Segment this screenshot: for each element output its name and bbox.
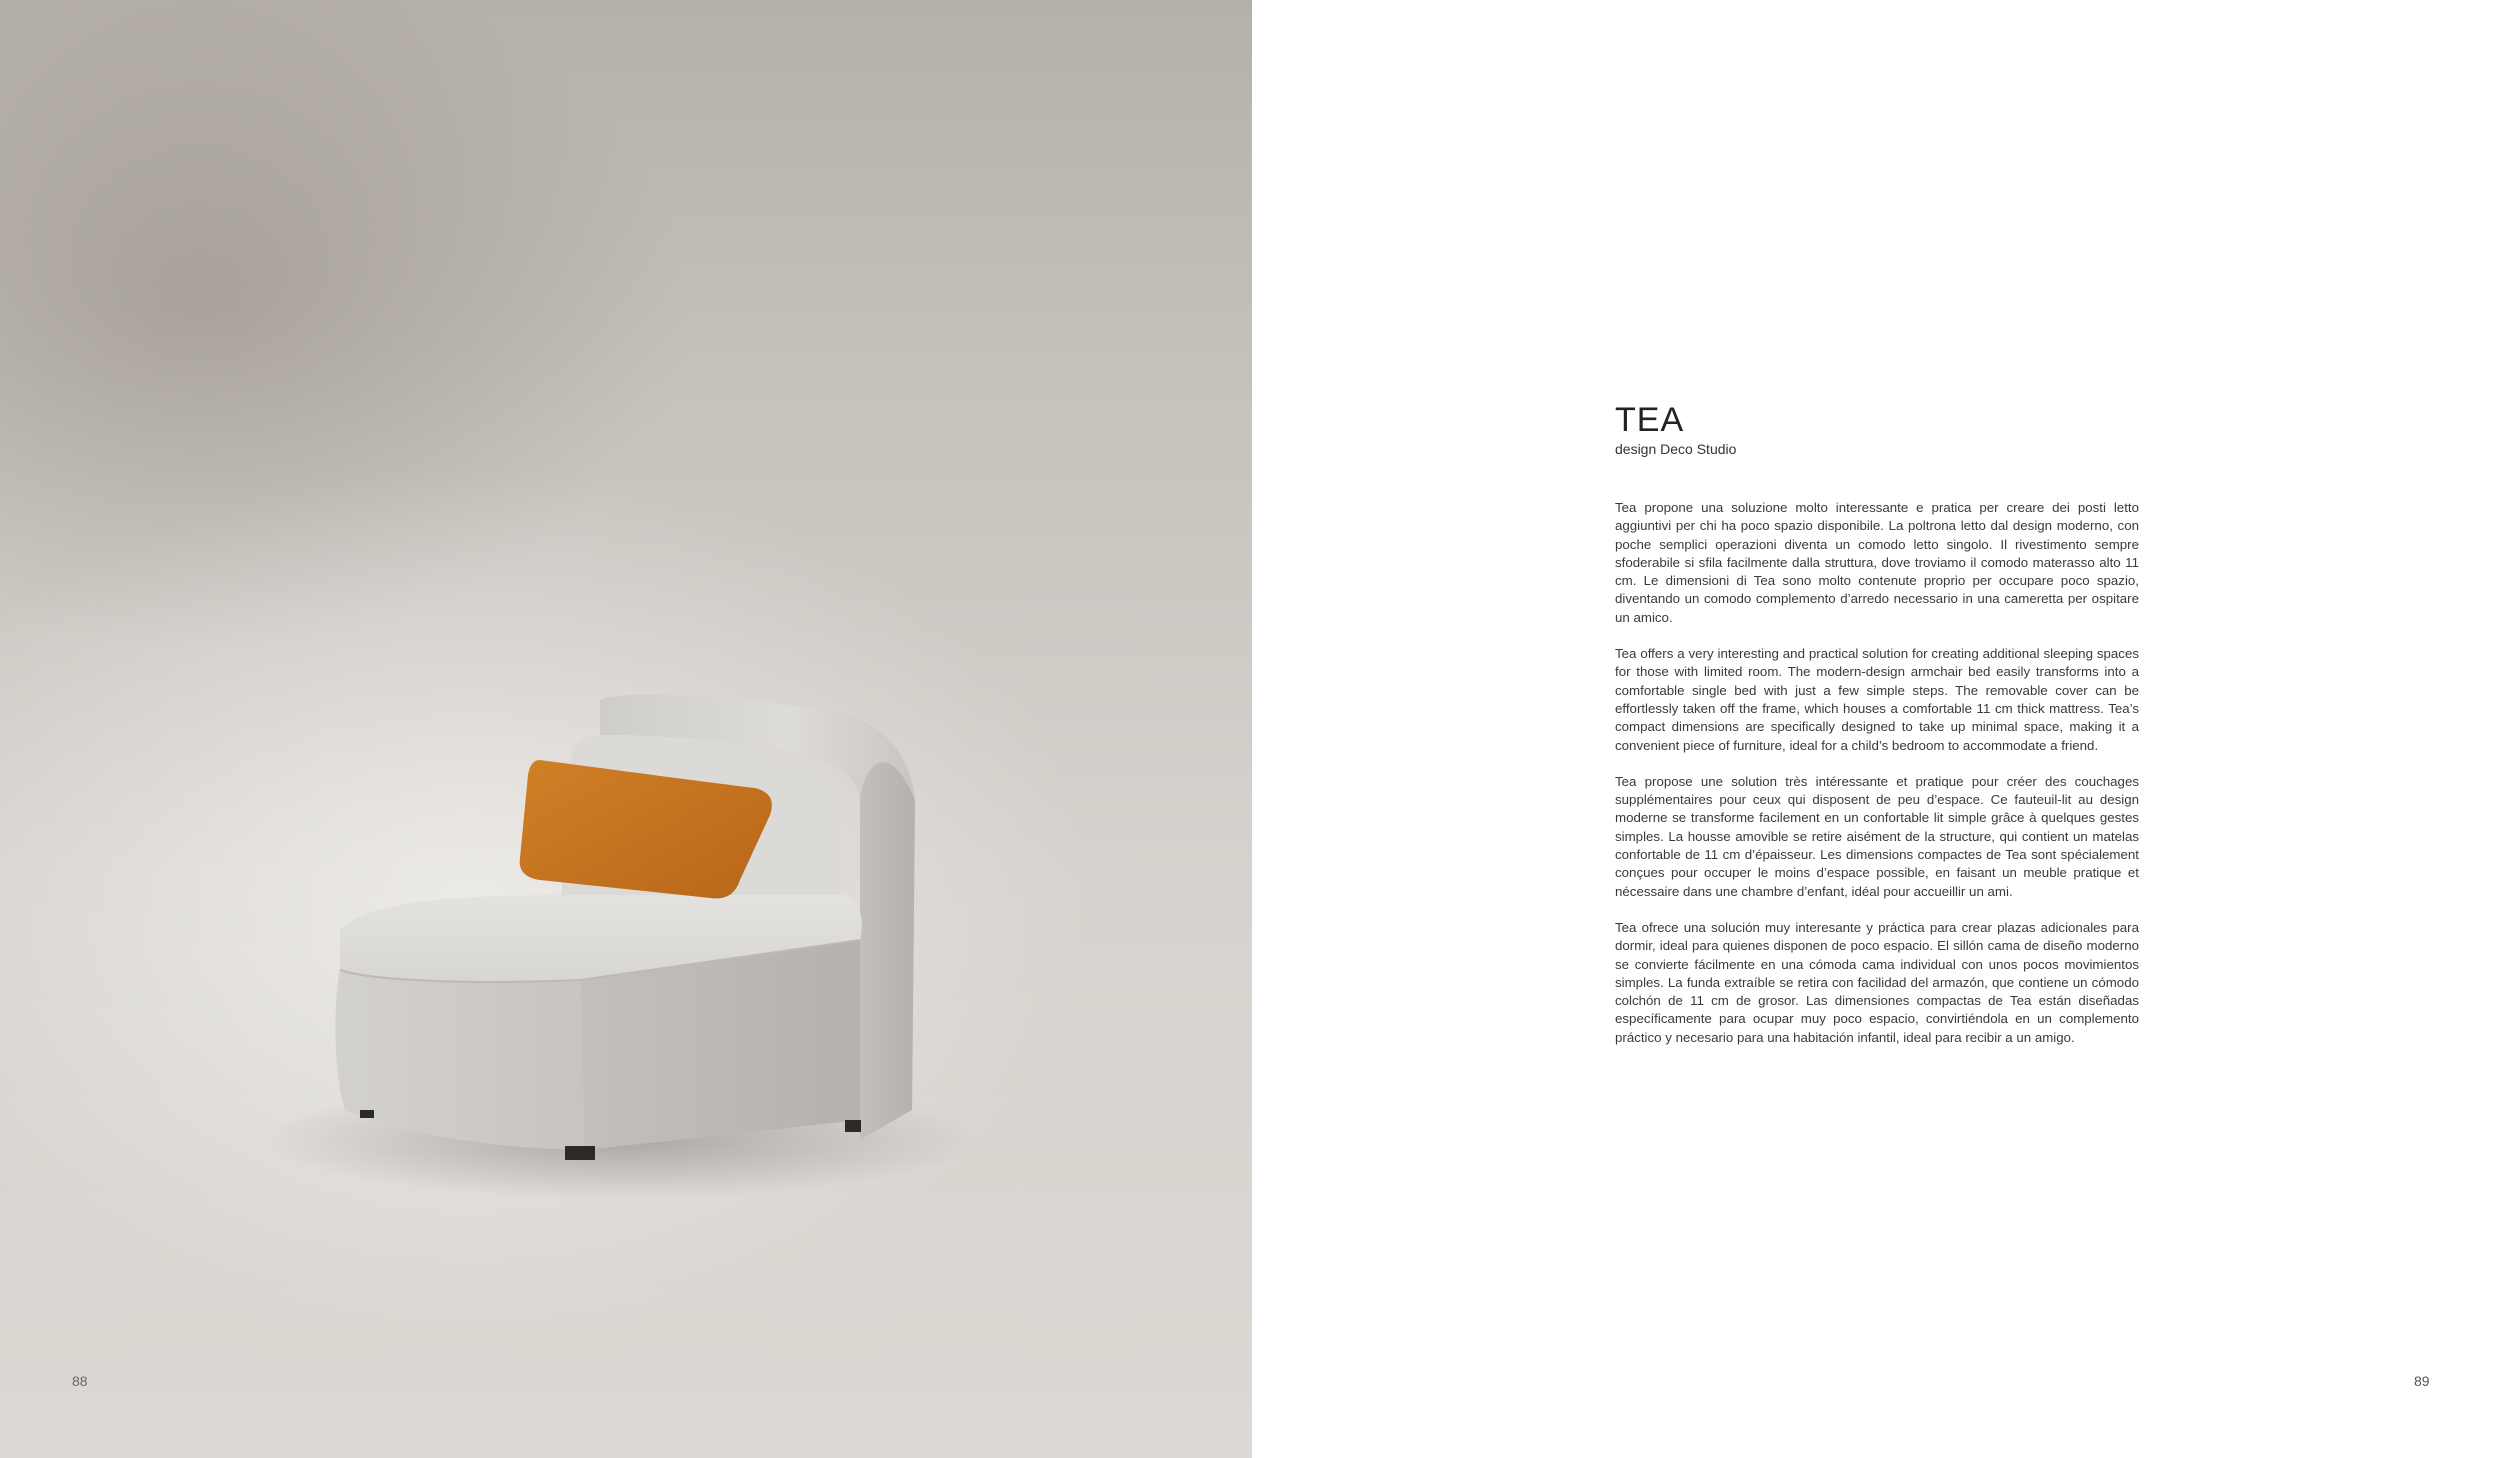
chair-seat-front [335,970,585,1150]
product-title: TEA [1615,401,1685,439]
page-number-left: 88 [72,1373,88,1389]
designer-credit: design Deco Studio [1615,441,1737,457]
chair-foot-front [565,1146,595,1160]
description-paragraphs [1615,499,2139,1047]
chair-foot-right [845,1120,861,1132]
page-number-right: 89 [2414,1373,2430,1389]
text-page [1252,0,2500,1458]
paragraph-spanish: Tea ofrece una solución muy interesante y práctica para crear plazas adicionales para dormir, ideal para quienes disponen de poco espacio. El sillón cama de diseño moderno se convierte fácilmente en una cómoda cama individual con unos pocos movimientos simples. La funda extraíble se retira con facilidad del armazón, que contiene un cómodo colchón de 11 cm de grosor. Las dimensiones compactas de Tea están diseñadas específicamente para ocupar muy poco espacio, convirtiéndola en un complemento práctico y necesario para una habitación infantil, ideal para recibir a un amigo. [1615,919,2139,1045]
paragraph-italian: Tea propone una soluzione molto interessante e pratica per creare dei posti letto aggiuntivi per chi ha poco spazio disponibile. La poltrona letto dal design moderno, con poche semplici operazioni diventa un comodo letto singolo. Il rivestimento sempre sfoderabile si sfila facilmente dalla struttura, dove troviamo il comodo materasso alto 11 cm. Le dimensioni di Tea sono molto contenute proprio per occupare poco spazio, diventando un comodo complemento d’arredo necessario in una cameretta per ospitare un amico. [1615,500,2139,625]
armchair-bed-illustration [300,680,960,1200]
chair-foot-left [360,1110,374,1118]
product-description [1615,400,2139,1065]
chair-side-panel [860,762,915,1140]
paragraph-english: Tea offers a very interesting and practical solution for creating additional sleeping spaces for those with limited room. The modern-design armchair bed easily transforms into a comfortable single bed with just a few simple steps. The removable cover can be effortlessly taken off the frame, which houses a comfortable 11 cm thick mattress. Tea’s compact dimensions are specifically designed to take up minimal space, making it a convenient piece of furniture, ideal for a child’s bedroom to accommodate a friend. [1615,646,2139,753]
paragraph-french: Tea propose une solution très intéressante et pratique pour créer des couchages supplémentaires pour ceux qui disposent de peu d’espace. Ce fauteuil-lit au design moderne se transforme facilement en un confortable lit simple grâce à quelques gestes simples. La housse amovible se retire aisément de la structure, qui contient un matelas confortable de 11 cm d’épaisseur. Les dimensions compactes de Tea sont spécialement conçues pour occuper le moins d’espace possible, en faisant un meuble pratique et nécessaire dans une chambre d’enfant, idéal pour accueillir un ami. [1615,773,2139,899]
